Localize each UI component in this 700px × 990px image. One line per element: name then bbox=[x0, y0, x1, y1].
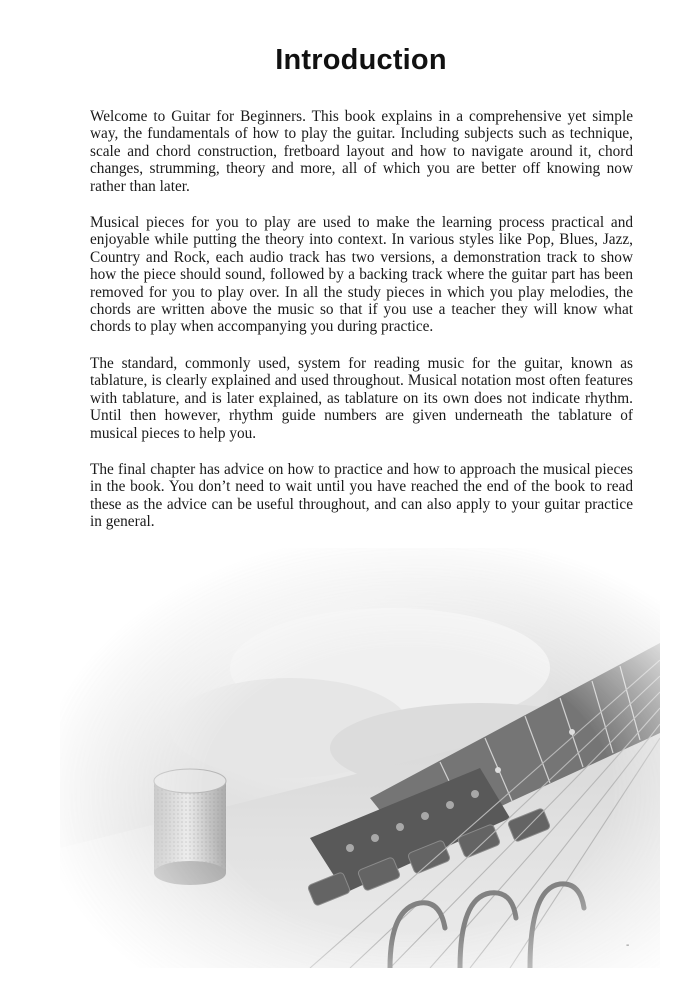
paragraph-welcome: Welcome to Guitar for Beginners. This book explains in a comprehensive yet simple way, the fundamentals of how to play the guitar. Including subjects such as technique, scale and chord construction, fretboard layout and how to navigate around it, chord changes, strumming, theory and more, all of which you are better off knowing now rather than later. bbox=[90, 108, 633, 195]
guitar-photo bbox=[60, 548, 660, 968]
paragraph-musical-pieces: Musical pieces for you to play are used to make the learning process practical and enjoyable while putting the theory into context. In various styles like Pop, Blues, Jazz, Country and Rock, each audio track has two versions, a demonstration track to show how the piece should sound, followed by a backing track where the guitar part has been removed for you to play over. In all the study pieces in which you play melodies, the chords are written above the music so that if you use a teacher they will know what chords to play when accompanying you during practice. bbox=[90, 214, 633, 336]
page-title: Introduction bbox=[275, 44, 447, 76]
page-marker: - bbox=[626, 940, 630, 951]
intro-body bbox=[90, 108, 633, 550]
paragraph-tablature: The standard, commonly used, system for reading music for the guitar, known as tablature, is clearly explained and used throughout. Musical notation most often features with tablature, and is later explained, as tablature on its own does not indicate rhythm. Until then however, rhythm guide numbers are given underneath the tablature of musical pieces to help you. bbox=[90, 354, 633, 442]
paragraph-final-chapter: The final chapter has advice on how to practice and how to approach the musical pieces in the book. You don’t need to wait until you have reached the end of the book to read these as the advice can be useful throughout, and can also apply to your guitar practice in general. bbox=[90, 460, 633, 531]
